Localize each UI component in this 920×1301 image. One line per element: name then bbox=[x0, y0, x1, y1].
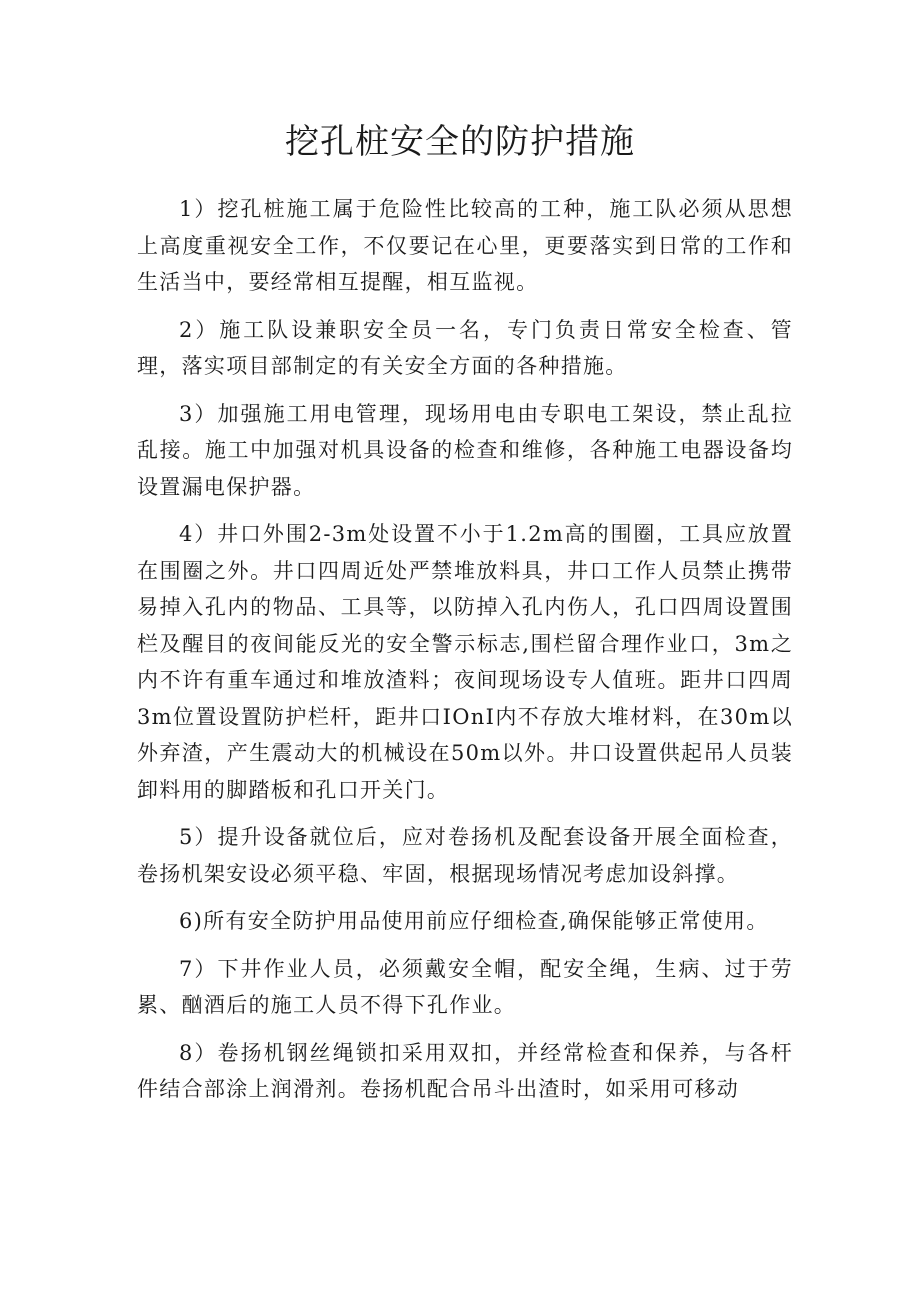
paragraph-7: 7）下井作业人员，必须戴安全帽，配安全绳，生病、过于劳累、酗酒后的施工人员不得下孔作业。 bbox=[137, 956, 793, 1017]
paragraph-3: 3）加强施工用电管理，现场用电由专职电工架设，禁止乱拉乱接。施工中加强对机具设备的检查和维修，各种施工电器设备均设置漏电保护器。 bbox=[137, 401, 793, 499]
document-title: 挖孔桩安全的防护措施 bbox=[285, 122, 635, 162]
paragraph-8: 8）卷扬机钢丝绳锁扣采用双扣，并经常检查和保养，与各杆件结合部涂上润滑剂。卷扬机配合吊斗出渣时，如采用可移动 bbox=[137, 1040, 793, 1101]
document-body bbox=[137, 191, 793, 1119]
paragraph-1: 1）挖孔桩施工属于危险性比较高的工种，施工队必须从思想上高度重视安全工作，不仅要记在心里，更要落实到日常的工作和生活当中，要经常相互提醒，相互监视。 bbox=[137, 197, 793, 294]
paragraph-5: 5）提升设备就位后，应对卷扬机及配套设备开展全面检查，卷扬机架安设必须平稳、牢固，根据现场情况考虑加设斜撑。 bbox=[137, 825, 793, 886]
paragraph-6: 6)所有安全防护用品使用前应仔细检查,确保能够正常使用。 bbox=[179, 909, 769, 933]
paragraph-4: 4）井口外围2-3m处设置不小于1.2m高的围圈，工具应放置在围圈之外。井口四周近处严禁堆放料具，井口工作人员禁止携带易掉入孔内的物品、工具等，以防掉入孔内伤人，孔口四周设置围栏及醒目的夜间能反光的安全警示标志,围栏留合理作业口，3m之内不许有重车通过和堆放渣料；夜间现场设专人值班。距井口四周3m位置设置防护栏杆，距井口IOnI内不存放大堆材料，在30m以外弃渣，产生震动大的机械设在50m以外。井口设置供起吊人员装卸料用的脚踏板和孔口开关门。 bbox=[137, 522, 793, 802]
paragraph-2: 2）施工队设兼职安全员一名，专门负责日常安全检查、管理，落实项目部制定的有关安全方面的各种措施。 bbox=[137, 317, 793, 378]
